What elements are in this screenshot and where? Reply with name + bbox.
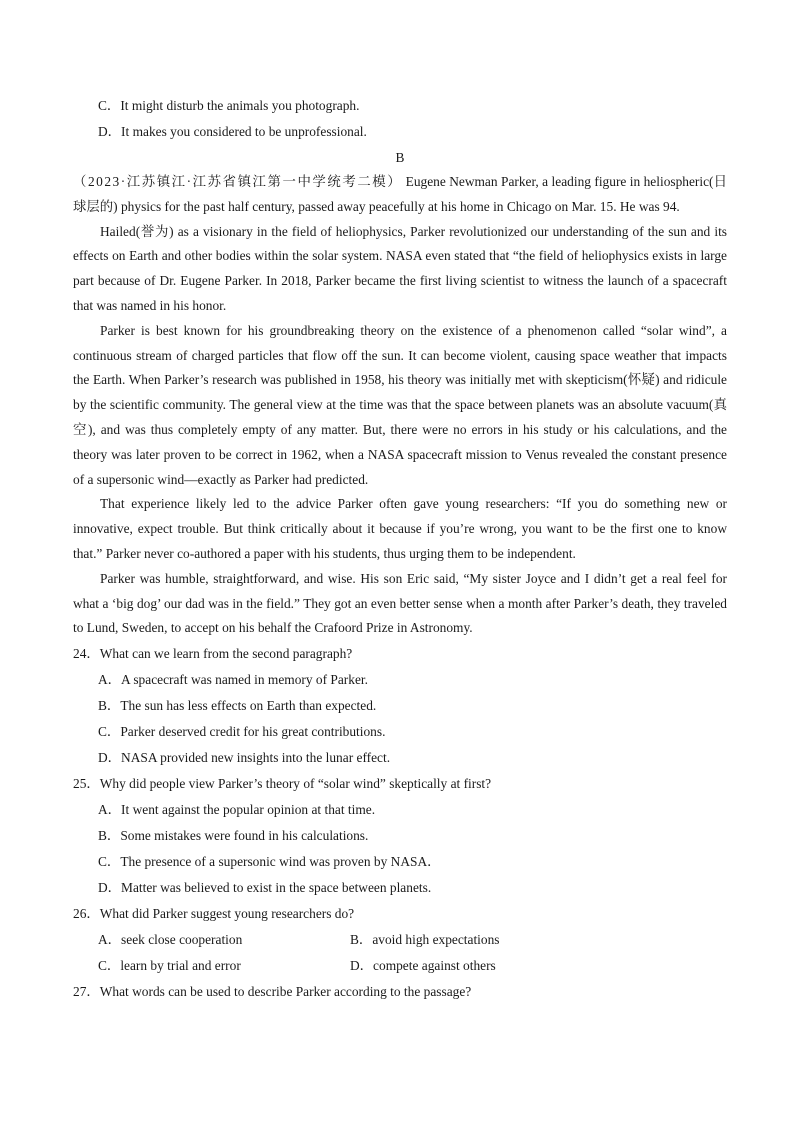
question-26-option-b[interactable]: B．avoid high expectations: [350, 932, 500, 948]
question-26-option-a[interactable]: A．seek close cooperation: [98, 932, 243, 948]
question-26-option-d[interactable]: D．compete against others: [350, 958, 496, 974]
passage-paragraph-3: Parker is best known for his groundbreaking theory on the existence of a phenomenon called “solar wind”, a continuous stream of charged particles that flow off the sun. It can become violent, causing space weather that impacts the Earth. When Parker’s research was published in 1958, his theory was initially met with skepticism(怀疑) and ridicule by the scientific community. The general view at the time was that the space between planets was an absolute vacuum(真空), and was thus completely empty of any matter. But, there were no errors in his study or his calculations, and the theory was later proven to be correct in 1962, when a NASA spacecraft mission to Venus revealed the constant presence of a supersonic wind—exactly as Parker had predicted.: [73, 322, 727, 487]
question-26-stem: 26．What did Parker suggest young researchers do?: [73, 906, 355, 922]
section-label: B: [395, 150, 405, 165]
question-24-option-a[interactable]: A．A spacecraft was named in memory of Parker.: [98, 672, 368, 688]
paragraph-1-text: Eugene Newman Parker, a leading figure in heliospheric(日球层的) physics for the past half century, passed away peacefully at his home in Chicago on Mar. 15. He was 94.: [73, 174, 727, 214]
question-24-option-b[interactable]: B．The sun has less effects on Earth than expected.: [98, 698, 377, 714]
prev-option-c: C．It might disturb the animals you photograph.: [98, 98, 360, 113]
question-24-option-d[interactable]: D．NASA provided new insights into the lunar effect.: [98, 750, 391, 766]
question-26-options: [73, 927, 727, 979]
question-26-option-c[interactable]: C．learn by trial and error: [98, 958, 241, 974]
question-25-option-b[interactable]: B．Some mistakes were found in his calculations.: [98, 828, 369, 844]
question-25-option-a[interactable]: A．It went against the popular opinion at that time.: [98, 802, 376, 818]
passage-paragraph-5: Parker was humble, straightforward, and wise. His son Eric said, “My sister Joyce and I didn’t get a real feel for what a ‘big dog’ our dad was in the field.” They got an even better sense when a month after Parker’s death, they traveled to Lund, Sweden, to accept on his behalf the Crafoord Prize in Astronomy.: [73, 570, 727, 636]
passage-paragraph-1: [73, 170, 727, 220]
question-24-option-c[interactable]: C．Parker deserved credit for his great contributions.: [98, 724, 386, 740]
passage-paragraph-4: That experience likely led to the advice Parker often gave young researchers: “If you do something new or innovative, expect trouble. But think critically about it because if you’re wrong, you want to be the first one to know that.” Parker never co-authored a paper with his students, thus urging them to be independent.: [73, 496, 727, 561]
passage-paragraph-2: Hailed(誉为) as a visionary in the field of heliophysics, Parker revolutionized our understanding of the sun and its effects on Earth and other bodies within the solar system. NASA even stated that “the field of heliophysics exists in large part because of Dr. Eugene Parker. In 2018, Parker became the first living scientist to witness the launch of a spacecraft that was named in his honor.: [73, 223, 727, 313]
question-25-stem: 25．Why did people view Parker’s theory of “solar wind” skeptically at first?: [73, 776, 492, 792]
question-27-stem: 27．What words can be used to describe Parker according to the passage?: [73, 984, 472, 1000]
source-note: （2023·江苏镇江·江苏省镇江第一中学统考二模）: [73, 174, 403, 189]
question-25-option-d[interactable]: D．Matter was believed to exist in the space between planets.: [98, 880, 432, 896]
question-24-stem: 24．What can we learn from the second paragraph?: [73, 646, 353, 662]
page-content: [73, 93, 727, 1005]
question-25-option-c[interactable]: C．The presence of a supersonic wind was proven by NASA．: [98, 854, 441, 870]
prev-option-d: D．It makes you considered to be unprofessional.: [98, 124, 367, 139]
